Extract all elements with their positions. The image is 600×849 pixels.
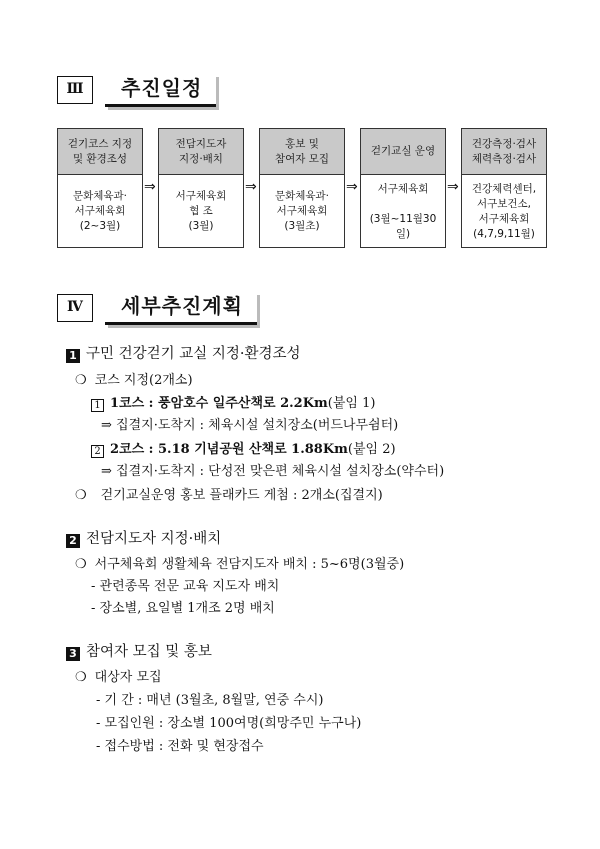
plan-3-sub-method: - 접수방법 : 전화 및 현장접수 [96,739,264,754]
step-4-body-line-3: (3월~11월30일) [369,212,437,240]
course-label: 코스 지정(2개소) [94,373,193,388]
plan-3-number: 3 [66,647,80,661]
course-1-meeting-point: ⇒ 집결지·도착지 : 체육시설 설치장소(버드나무쉼터) [101,418,399,433]
flow-arrow-4: ⇒ [447,179,459,195]
schedule-step-2 [158,128,244,248]
plan-3-sub-quota: - 모집인원 : 장소별 100여명(희망주민 누구나) [96,716,362,731]
step-2-body-line-1: 서구체육회 [175,190,227,202]
plan-3-main [75,669,162,687]
step-3-body-line-1: 문화체육과· [274,190,330,202]
course-2-title: 2코스 : 5.18 기념공원 산책로 1.88Km [110,442,348,457]
step-5-body-line-1: 건강체력센터, [471,182,537,195]
course-designation [75,372,193,390]
flow-arrow-3: ⇒ [346,179,358,195]
step-5-body-line-2: 서구보건소, [476,197,532,210]
bullet-circle-icon: ❍ [75,557,87,572]
step-4-body-spacer [363,197,443,212]
plan-1-heading [66,345,301,363]
step-5-body-line-4: (4,7,9,11월) [473,227,535,240]
flow-arrow-2: ⇒ [245,179,257,195]
step-1-body-line-3: (2~3월) [79,220,121,232]
plan-3-title: 참여자 모집 및 홍보 [86,644,212,660]
schedule-step-4 [360,128,446,248]
plan-2-title: 전담지도자 지정·배치 [86,531,222,547]
schedule-step-3 [259,128,345,248]
step-3-body-line-2: 서구체육회 [276,205,328,217]
section-4-title: 세부추진계획 [105,292,257,325]
plan-2-sub-1: - 관련종목 전문 교육 지도자 배치 [91,579,280,594]
step-2-head-line-1: 전담지도자 [175,137,227,150]
course-1-ref: (붙임 1) [327,396,376,411]
flow-arrow-1: ⇒ [144,179,156,195]
step-2-head-line-2: 지정·배치 [179,152,223,165]
section-3-title: 추진일정 [105,74,216,107]
course-2-meeting-point: ⇒ 집결지·도착지 : 단성전 맞은편 체육시설 설치장소(약수터) [101,464,445,479]
plan-3-main-text: 대상자 모집 [94,670,162,685]
bullet-circle-icon: ❍ [75,373,87,388]
step-2-body-line-3: (3월) [188,220,214,232]
banner-text: 걷기교실운영 홍보 플래카드 게첨 : 2개소(집결지) [100,488,383,503]
step-1-head-line-2: 및 환경조성 [72,152,128,165]
plan-1-number: 1 [66,349,80,363]
plan-3-heading [66,643,212,661]
plan-2-sub-2: - 장소별, 요일별 1개조 2명 배치 [91,601,275,616]
step-1-body-line-2: 서구체육회 [74,205,126,217]
step-4-head-line-1: 걷기교실 운영 [370,145,436,157]
course-2-ref: (붙임 2) [347,442,396,457]
course-1-title: 1코스 : 풍암호수 일주산책로 2.2Km [110,396,328,411]
bullet-circle-icon: ❍ [75,488,87,503]
course-2-number: 2 [91,445,104,458]
step-5-body-line-3: 서구체육회 [478,212,530,225]
schedule-step-1 [57,128,143,248]
section-4-number: Ⅳ [57,294,93,322]
step-1-head-line-1: 걷기코스 지정 [67,137,133,150]
step-3-head-line-2: 참여자 모집 [274,152,330,165]
step-3-body-line-3: (3월초) [284,220,320,232]
plan-2-main-text: 서구체육회 생활체육 전담지도자 배치 : 5~6명(3월중) [94,557,405,572]
bullet-circle-icon: ❍ [75,670,87,685]
step-2-body-line-2: 협 조 [189,205,213,217]
plan-1-title: 구민 건강걷기 교실 지정·환경조성 [86,346,301,362]
step-5-head-line-2: 체력측정·검사 [471,152,537,165]
schedule-step-5 [461,128,547,248]
plan-2-number: 2 [66,534,80,548]
section-3-number: Ⅲ [57,76,93,104]
step-1-body-line-1: 문화체육과· [72,190,128,202]
step-4-body-line-1: 서구체육회 [377,182,429,195]
course-1 [91,395,375,413]
banner-item [75,487,383,505]
plan-3-sub-period: - 기 간 : 매년 (3월초, 8월말, 연중 수시) [96,693,324,708]
course-1-number: 1 [91,399,104,412]
plan-2-heading [66,530,221,548]
step-3-head-line-1: 홍보 및 [285,137,319,150]
plan-2-main [75,556,404,574]
course-2 [91,441,396,459]
step-5-head-line-1: 건강측정·검사 [471,137,537,150]
